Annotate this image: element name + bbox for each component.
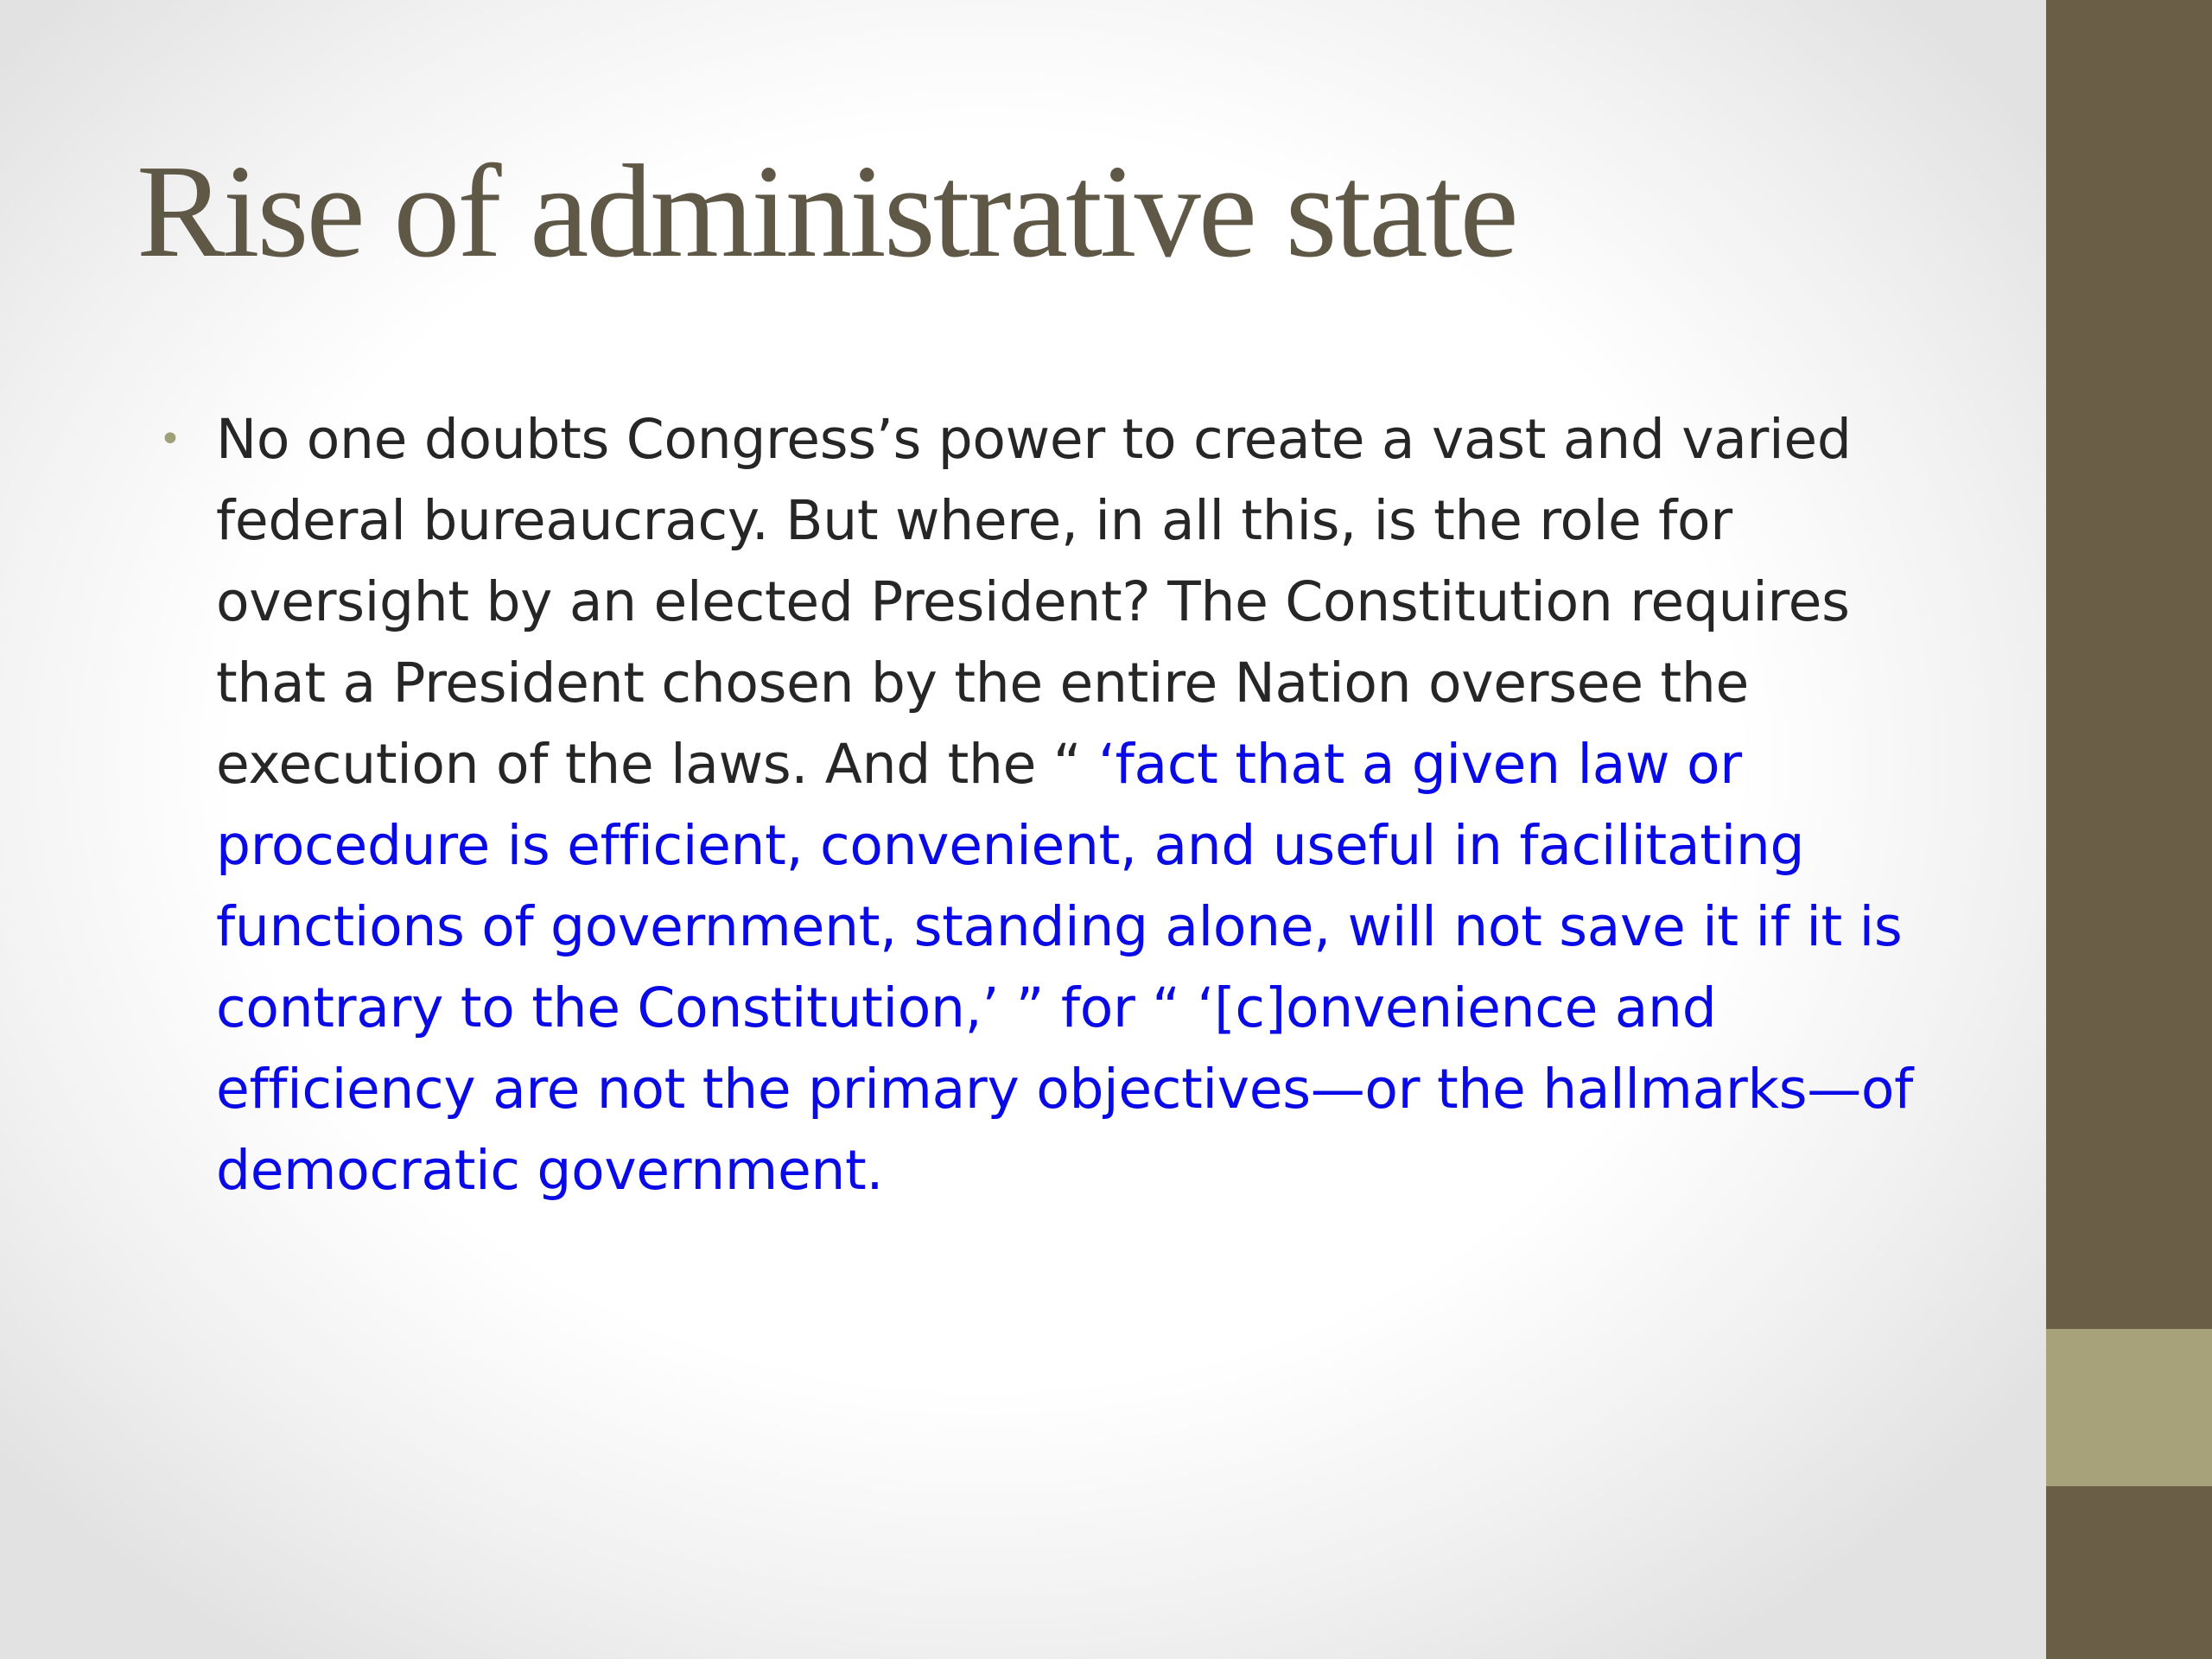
side-bar-accent <box>2046 1329 2212 1486</box>
bullet-text-quote: ‘fact that a given law or procedure is efficient, convenient, and useful in facilitating functions of government, standing alone, will not save it if it is contrary to the Constitution,’ ” for “ ‘[c]onvenience and efficiency are not the primary objectives—or the hallmarks—of democratic government. <box>216 733 1914 1202</box>
bullet-item <box>159 399 1930 1211</box>
bullet-list <box>159 399 1930 1211</box>
slide-title: Rise of administrative state <box>137 138 1516 285</box>
bullet-icon: • <box>159 417 181 461</box>
bullet-text-plain: No one doubts Congress’s power to create a vast and varied federal bureaucracy. But where, in all this, is the role for oversight by an elected President? The Constitution requires that a President chosen by the entire Nation oversee the execution of the laws. And the “ <box>216 408 1852 796</box>
